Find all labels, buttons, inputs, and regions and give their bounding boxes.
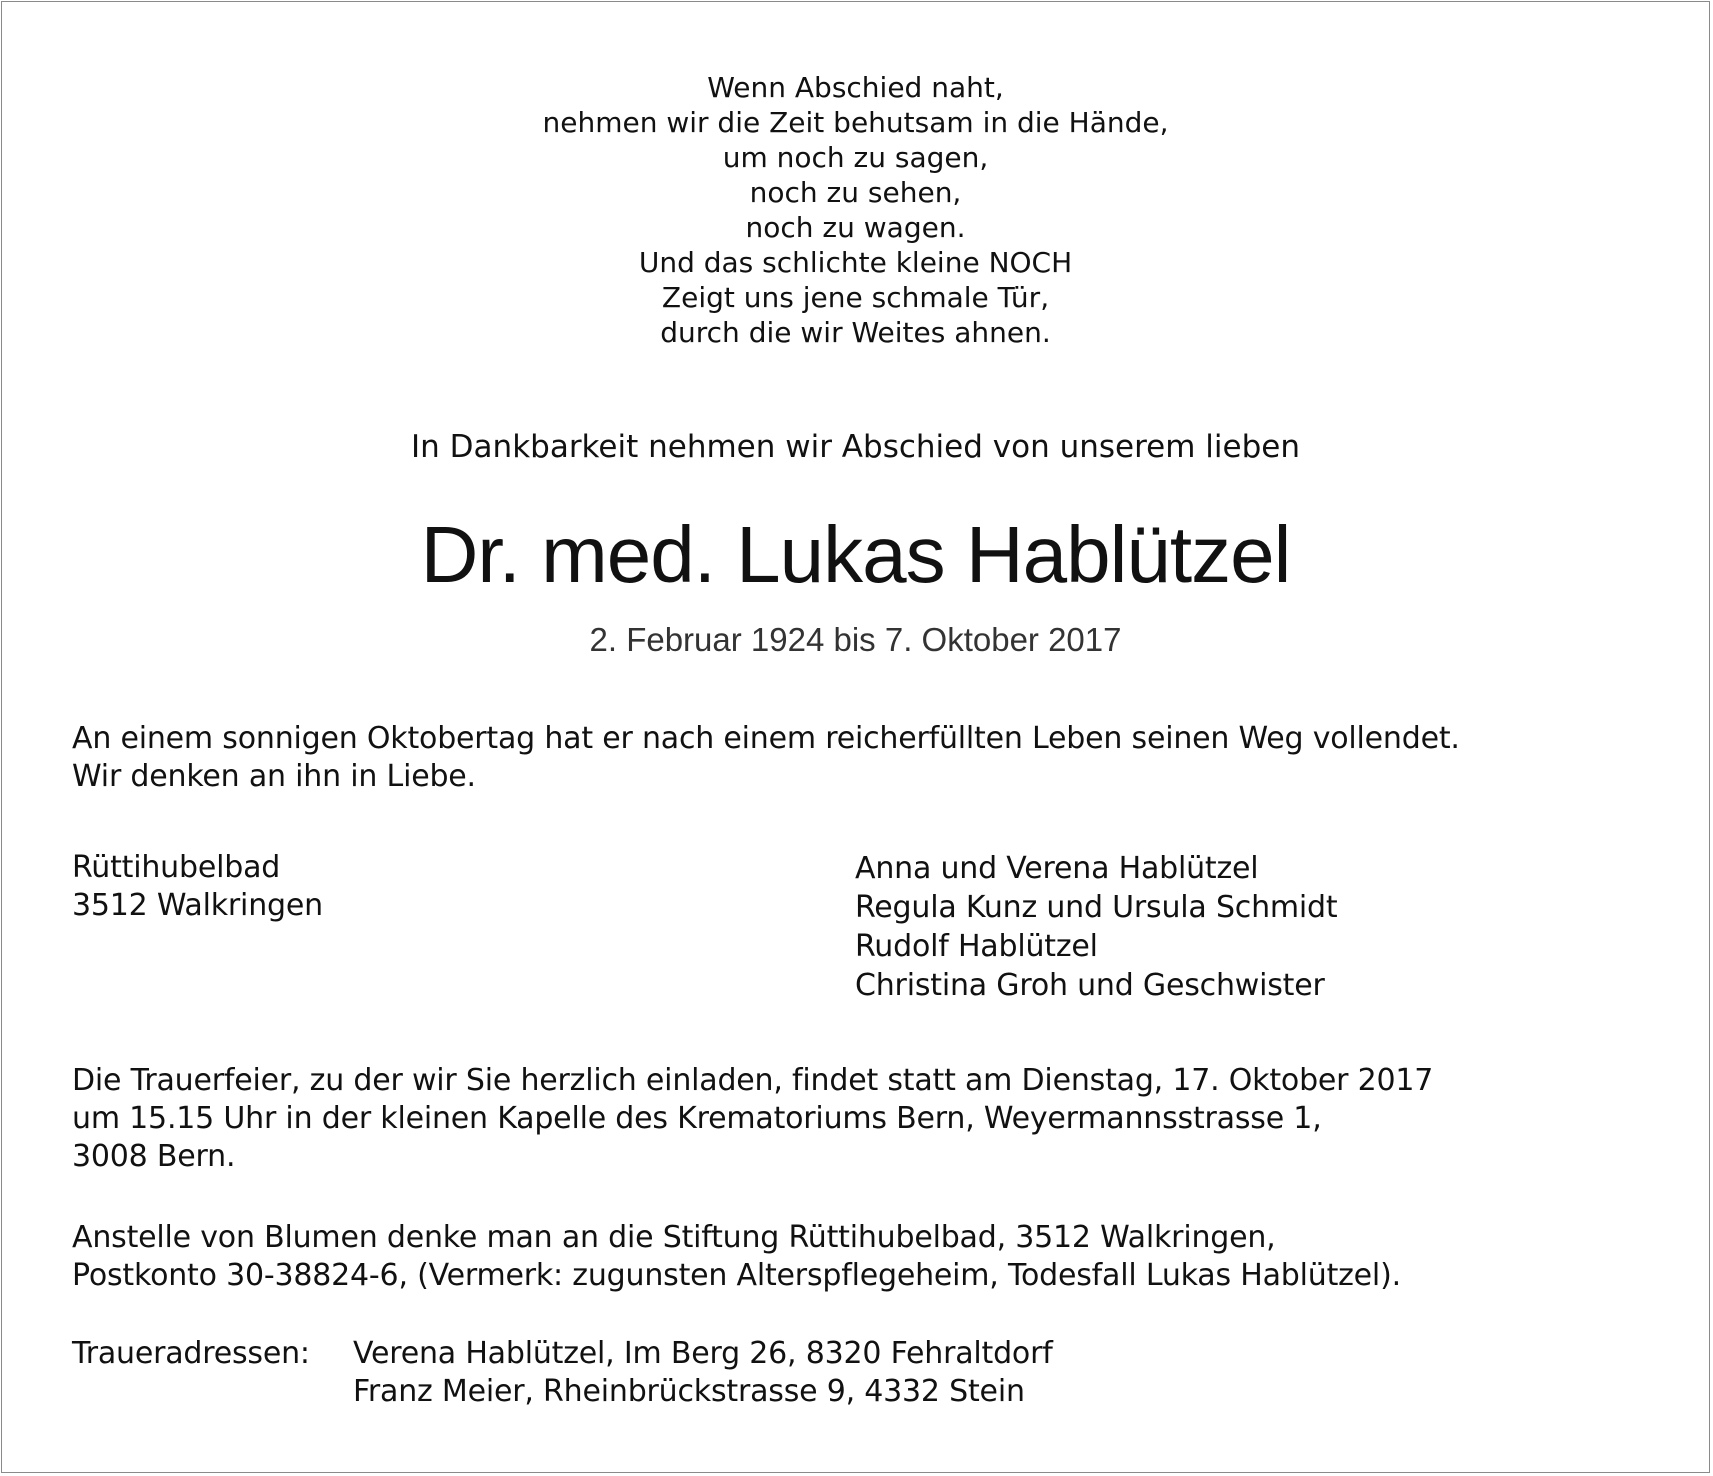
family-member: Christina Groh und Geschwister xyxy=(855,968,1325,1003)
poem-line: Zeigt uns jene schmale Tür, xyxy=(661,281,1050,314)
donation-info xyxy=(72,1219,1401,1295)
mourning-row xyxy=(72,1335,1053,1373)
poem-line: Wenn Abschied naht, xyxy=(707,71,1004,104)
address-line: Rüttihubelbad xyxy=(72,850,281,885)
family-member: Anna und Verena Hablützel xyxy=(855,851,1259,886)
sentence-line: An einem sonnigen Oktobertag hat er nach einem reicherfüllten Leben seinen Weg vollendet. xyxy=(72,721,1460,756)
obituary-notice xyxy=(1,1,1710,1473)
mourning-addresses xyxy=(72,1335,1053,1411)
mourning-row xyxy=(72,1373,1053,1411)
mourning-label: Traueradressen: xyxy=(72,1336,310,1371)
intro-text: In Dankbarkeit nehmen wir Abschied von unserem lieben xyxy=(411,429,1300,465)
poem xyxy=(2,70,1709,350)
donation-line: Anstelle von Blumen denke man an die Stiftung Rüttihubelbad, 3512 Walkringen, xyxy=(72,1220,1276,1255)
place-address xyxy=(72,849,323,925)
donation-line: Postkonto 30-38824-6, (Vermerk: zugunsten Alterspflegeheim, Todesfall Lukas Hablützel). xyxy=(72,1258,1401,1293)
family-member: Regula Kunz und Ursula Schmidt xyxy=(855,890,1338,925)
poem-line: um noch zu sagen, xyxy=(722,141,989,174)
poem-line: Und das schlichte kleine NOCH xyxy=(638,246,1073,279)
ceremony-line: Die Trauerfeier, zu der wir Sie herzlich einladen, findet statt am Dienstag, 17. Oktober 2017 xyxy=(72,1063,1434,1098)
life-dates: 2. Februar 1924 bis 7. Oktober 2017 xyxy=(589,621,1122,658)
poem-line: noch zu wagen. xyxy=(745,211,966,244)
sentence-line: Wir denken an ihn in Liebe. xyxy=(72,759,476,794)
poem-line: noch zu sehen, xyxy=(749,176,962,209)
mourning-address: Franz Meier, Rheinbrückstrasse 9, 4332 Stein xyxy=(353,1374,1025,1409)
family-member: Rudolf Hablützel xyxy=(855,929,1098,964)
mourning-address: Verena Hablützel, Im Berg 26, 8320 Fehraltdorf xyxy=(353,1336,1053,1371)
poem-line: durch die wir Weites ahnen. xyxy=(660,316,1051,349)
address-line: 3512 Walkringen xyxy=(72,888,323,923)
ceremony-line: um 15.15 Uhr in der kleinen Kapelle des Krematoriums Bern, Weyermannsstrasse 1, xyxy=(72,1101,1322,1136)
poem-line: nehmen wir die Zeit behutsam in die Hände, xyxy=(542,106,1169,139)
farewell-sentence xyxy=(72,720,1460,796)
ceremony-line: 3008 Bern. xyxy=(72,1139,236,1174)
deceased-name: Dr. med. Lukas Hablützel xyxy=(420,510,1291,599)
family-list xyxy=(855,849,1337,1005)
ceremony-info xyxy=(72,1062,1433,1176)
